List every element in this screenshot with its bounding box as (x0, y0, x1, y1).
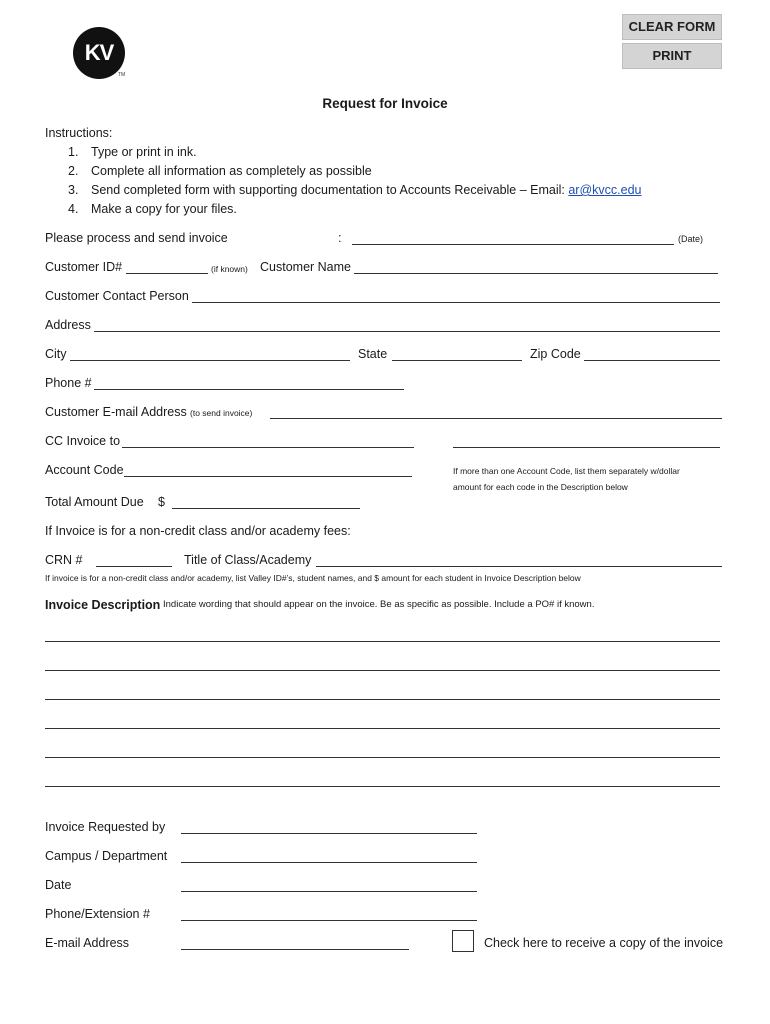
date-hint: (Date) (678, 234, 704, 244)
address-field[interactable] (94, 331, 720, 332)
accounts-receivable-email-link[interactable]: ar@kvcc.edu (568, 183, 642, 197)
requested-by-label: Invoice Requested by (45, 820, 166, 834)
description-line-4[interactable] (45, 728, 720, 729)
invoice-description-label: Invoice Description (45, 598, 161, 612)
description-line-1[interactable] (45, 641, 720, 642)
customer-id-field[interactable] (126, 273, 208, 274)
page-title: Request for Invoice (322, 96, 448, 111)
requester-date-label: Date (45, 878, 72, 892)
instruction-3 (91, 183, 641, 197)
description-line-6[interactable] (45, 786, 720, 787)
campus-department-field[interactable] (181, 862, 477, 863)
instruction-2-number: 2. (68, 164, 79, 178)
address-label: Address (45, 318, 91, 332)
cc-invoice-field-1[interactable] (122, 447, 414, 448)
instruction-3-number: 3. (68, 183, 79, 197)
zip-label: Zip Code (530, 347, 581, 361)
phone-field[interactable] (94, 389, 404, 390)
cc-invoice-field-2[interactable] (453, 447, 720, 448)
state-label: State (358, 347, 388, 361)
account-code-note-2: amount for each code in the Description below (453, 482, 628, 492)
crn-label: CRN # (45, 553, 83, 567)
requester-date-field[interactable] (181, 891, 477, 892)
customer-id-label: Customer ID# (45, 260, 123, 274)
trademark-mark: TM (118, 72, 126, 78)
phone-label: Phone # (45, 376, 92, 390)
total-amount-field[interactable] (172, 508, 360, 509)
cc-invoice-label: CC Invoice to (45, 434, 121, 448)
requester-email-label: E-mail Address (45, 936, 130, 950)
state-field[interactable] (392, 360, 522, 361)
process-date-field[interactable] (352, 244, 674, 245)
instruction-3-text: Send completed form with supporting documentation to Accounts Receivable – Email: (91, 183, 569, 197)
instruction-2: Complete all information as completely as possible (91, 164, 372, 178)
dollar-sign: $ (158, 495, 165, 509)
requested-by-field[interactable] (181, 833, 477, 834)
instruction-1: Type or print in ink. (91, 145, 197, 159)
city-field[interactable] (70, 360, 350, 361)
instruction-4-number: 4. (68, 202, 79, 216)
process-colon: : (338, 231, 342, 245)
noncredit-note: If invoice is for a non-credit class and/or academy, list Valley ID#’s, student names, and $ amount for each student in Invoice Description below (45, 573, 581, 583)
city-label: City (45, 347, 67, 361)
if-known-hint: (if known) (211, 264, 248, 274)
class-title-field[interactable] (316, 566, 722, 567)
account-code-note-1: If more than one Account Code, list them separately w/dollar (453, 466, 680, 476)
contact-person-field[interactable] (192, 302, 720, 303)
copy-invoice-label: Check here to receive a copy of the invoice (484, 936, 724, 950)
customer-email-label: Customer E-mail Address (45, 405, 187, 419)
total-amount-label: Total Amount Due (45, 495, 144, 509)
instructions-heading: Instructions: (45, 126, 113, 140)
customer-name-label: Customer Name (260, 260, 351, 274)
clear-form-button[interactable]: CLEAR FORM (622, 14, 722, 40)
description-line-2[interactable] (45, 670, 720, 671)
account-code-field[interactable] (124, 476, 412, 477)
print-button[interactable]: PRINT (622, 43, 722, 69)
process-label: Please process and send invoice (45, 231, 228, 245)
zip-field[interactable] (584, 360, 720, 361)
instruction-1-number: 1. (68, 145, 79, 159)
description-line-5[interactable] (45, 757, 720, 758)
phone-extension-field[interactable] (181, 920, 477, 921)
noncredit-heading: If Invoice is for a non-credit class and/or academy fees: (45, 524, 351, 538)
class-title-label: Title of Class/Academy (184, 553, 312, 567)
campus-department-label: Campus / Department (45, 849, 168, 863)
crn-field[interactable] (96, 566, 172, 567)
email-hint: (to send invoice) (190, 408, 253, 418)
requester-email-field[interactable] (181, 949, 409, 950)
customer-email-field[interactable] (270, 418, 722, 419)
instruction-4: Make a copy for your files. (91, 202, 237, 216)
contact-person-label: Customer Contact Person (45, 289, 189, 303)
phone-extension-label: Phone/Extension # (45, 907, 150, 921)
account-code-label: Account Code (45, 463, 124, 477)
invoice-description-hint: Indicate wording that should appear on the invoice. Be as specific as possible. Include a PO# if known. (163, 599, 595, 610)
copy-invoice-checkbox[interactable] (452, 930, 474, 952)
description-line-3[interactable] (45, 699, 720, 700)
customer-name-field[interactable] (354, 273, 718, 274)
kv-logo: KV (73, 27, 125, 79)
